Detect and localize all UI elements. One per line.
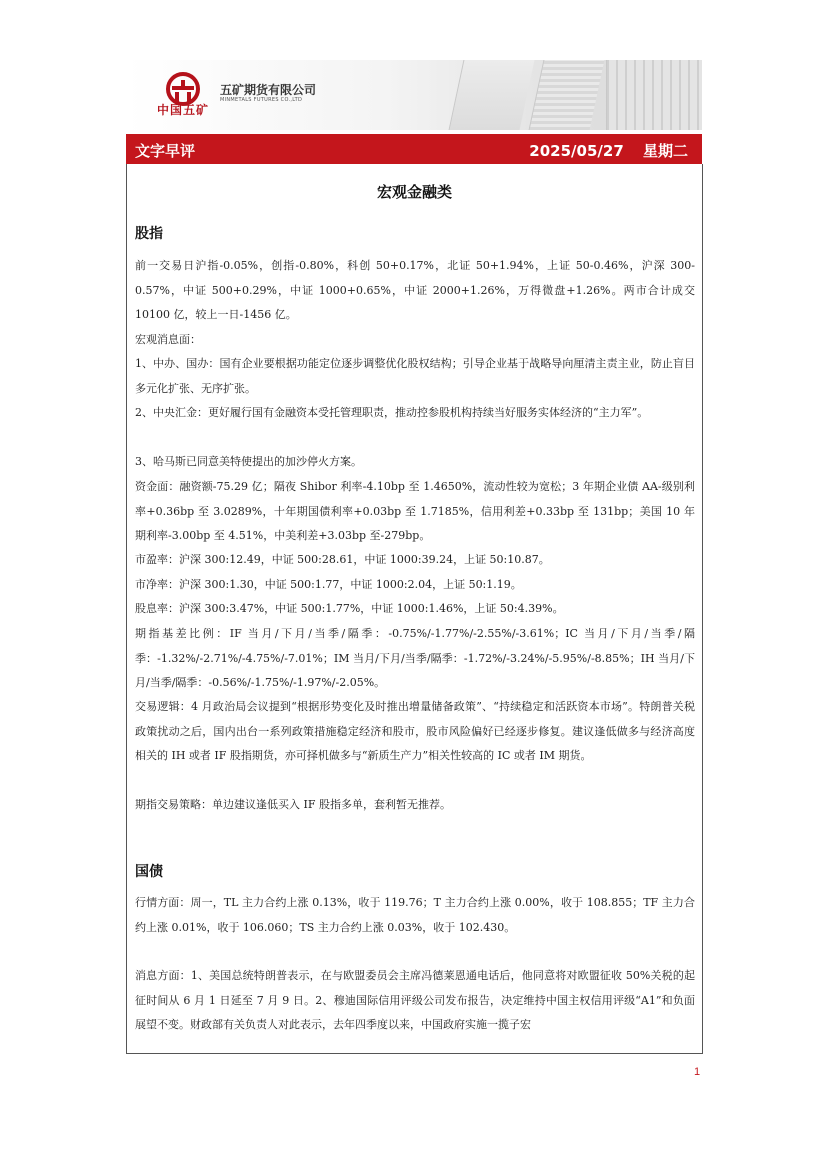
stock-index-macro-news-label: 宏观消息面： [135, 333, 201, 346]
page-number: 1 [694, 1066, 701, 1078]
stock-index-heading: 股指 [135, 226, 163, 242]
stock-index-basis-ratio: 期指基差比例：IF 当月/下月/当季/隔季：-0.75%/-1.77%/-2.55%/-3.61%；IC 当月/下月/当季/隔季：-1.32%/-2.71%/-4.75%/-7.01%；IM 当月/下月/当季/隔季：-1.72%/-3.24%/-5.95%/-8.85%；IH 当月/下月/当季/隔季：-0.56%/-1.75%/-1.97%/-2.05%。 [135, 627, 695, 689]
stock-index-trading-logic: 交易逻辑：4 月政治局会议提到“根据形势变化及时推出增量储备政策”、“持续稳定和活跃资本市场”。特朗普关税政策扰动之后，国内出台一系列政策措施稳定经济和股市，股市风险偏好已经逐步修复。建议逢低做多与经济高度相关的 IH 或者 IF 股指期货，亦可择机做多与“新质生产力”相关性较高的 IC 或者 IM 期货。 [135, 700, 695, 762]
report-type-label: 文字早评 [135, 142, 196, 160]
header-banner [126, 60, 702, 130]
treasury-heading: 国债 [135, 864, 163, 880]
stock-index-news-item-1: 1、中办、国办：国有企业要根据功能定位逐步调整优化股权结构；引导企业基于战略导向厘清主责主业，防止盲目多元化扩张、无序扩张。 [135, 357, 695, 395]
report-date-group [515, 140, 688, 161]
report-title-bar [126, 134, 702, 164]
treasury-news: 消息方面：1、美国总统特朗普表示，在与欧盟委员会主席冯德莱恩通电话后，他同意将对欧盟征收 50%关税的起征时间从 6 月 1 日延至 7 月 9 日。2、穆迪国际信用评级公司发布报告，决定维持中国主权信用评级“A1”和负面展望不变。财政部有关负责人对此表示，去年四季度以来，中国政府实施一揽子宏 [135, 969, 695, 1031]
company-name: 五矿期货有限公司 [220, 83, 317, 97]
logo-text: 中国五矿 [156, 103, 209, 117]
stock-index-market-summary: 前一交易日沪指-0.05%，创指-0.80%，科创 50+0.17%，北证 50+1.94%，上证 50-0.46%，沪深 300-0.57%，中证 500+0.29%，中证 1000+0.65%，中证 2000+1.26%，万得微盘+1.26%。两市合计成交 10100 亿，较上一日-1456 亿。 [135, 259, 695, 321]
banner-building-graphic [606, 60, 702, 130]
report-weekday: 星期二 [642, 142, 688, 160]
section-title: 宏观金融类 [376, 183, 452, 201]
banner-building-graphic [529, 60, 605, 130]
banner-building-graphic [449, 60, 535, 130]
company-name-en: MINMETALS FUTURES CO.,LTD [220, 97, 303, 103]
report-date: 2025/05/27 [529, 142, 624, 160]
content-frame [126, 164, 703, 1054]
treasury-market-summary: 行情方面：周一，TL 主力合约上涨 0.13%，收于 119.76；T 主力合约上涨 0.00%，收于 108.855；TF 主力合约上涨 0.01%，收于 106.060；TS 主力合约上涨 0.03%，收于 102.430。 [135, 896, 695, 934]
stock-index-pb-ratio: 市净率：沪深 300:1.30，中证 500:1.77，中证 1000:2.04，上证 50:1.19。 [135, 578, 522, 591]
stock-index-strategy: 期指交易策略：单边建议逢低买入 IF 股指多单，套利暂无推荐。 [135, 798, 451, 811]
stock-index-pe-ratio: 市盈率：沪深 300:12.49，中证 500:28.61，中证 1000:39.24，上证 50:10.87。 [135, 553, 550, 566]
stock-index-dividend-yield: 股息率：沪深 300:3.47%，中证 500:1.77%，中证 1000:1.46%，上证 50:4.39%。 [135, 602, 564, 615]
stock-index-liquidity: 资金面：融资额-75.29 亿；隔夜 Shibor 利率-4.10bp 至 1.4650%，流动性较为宽松；3 年期企业债 AA-级别利率+0.36bp 至 3.0289%，十年期国债利率+0.03bp 至 1.7185%，信用利差+0.33bp 至 131bp；美国 10 年期利率-3.00bp 至 4.51%，中美利差+3.03bp 至-279bp。 [135, 480, 695, 542]
stock-index-news-item-2: 2、中央汇金：更好履行国有金融资本受托管理职责，推动控参股机构持续当好服务实体经济的“主力军”。 [135, 406, 649, 419]
stock-index-news-item-3: 3、哈马斯已同意美特使提出的加沙停火方案。 [135, 455, 362, 468]
